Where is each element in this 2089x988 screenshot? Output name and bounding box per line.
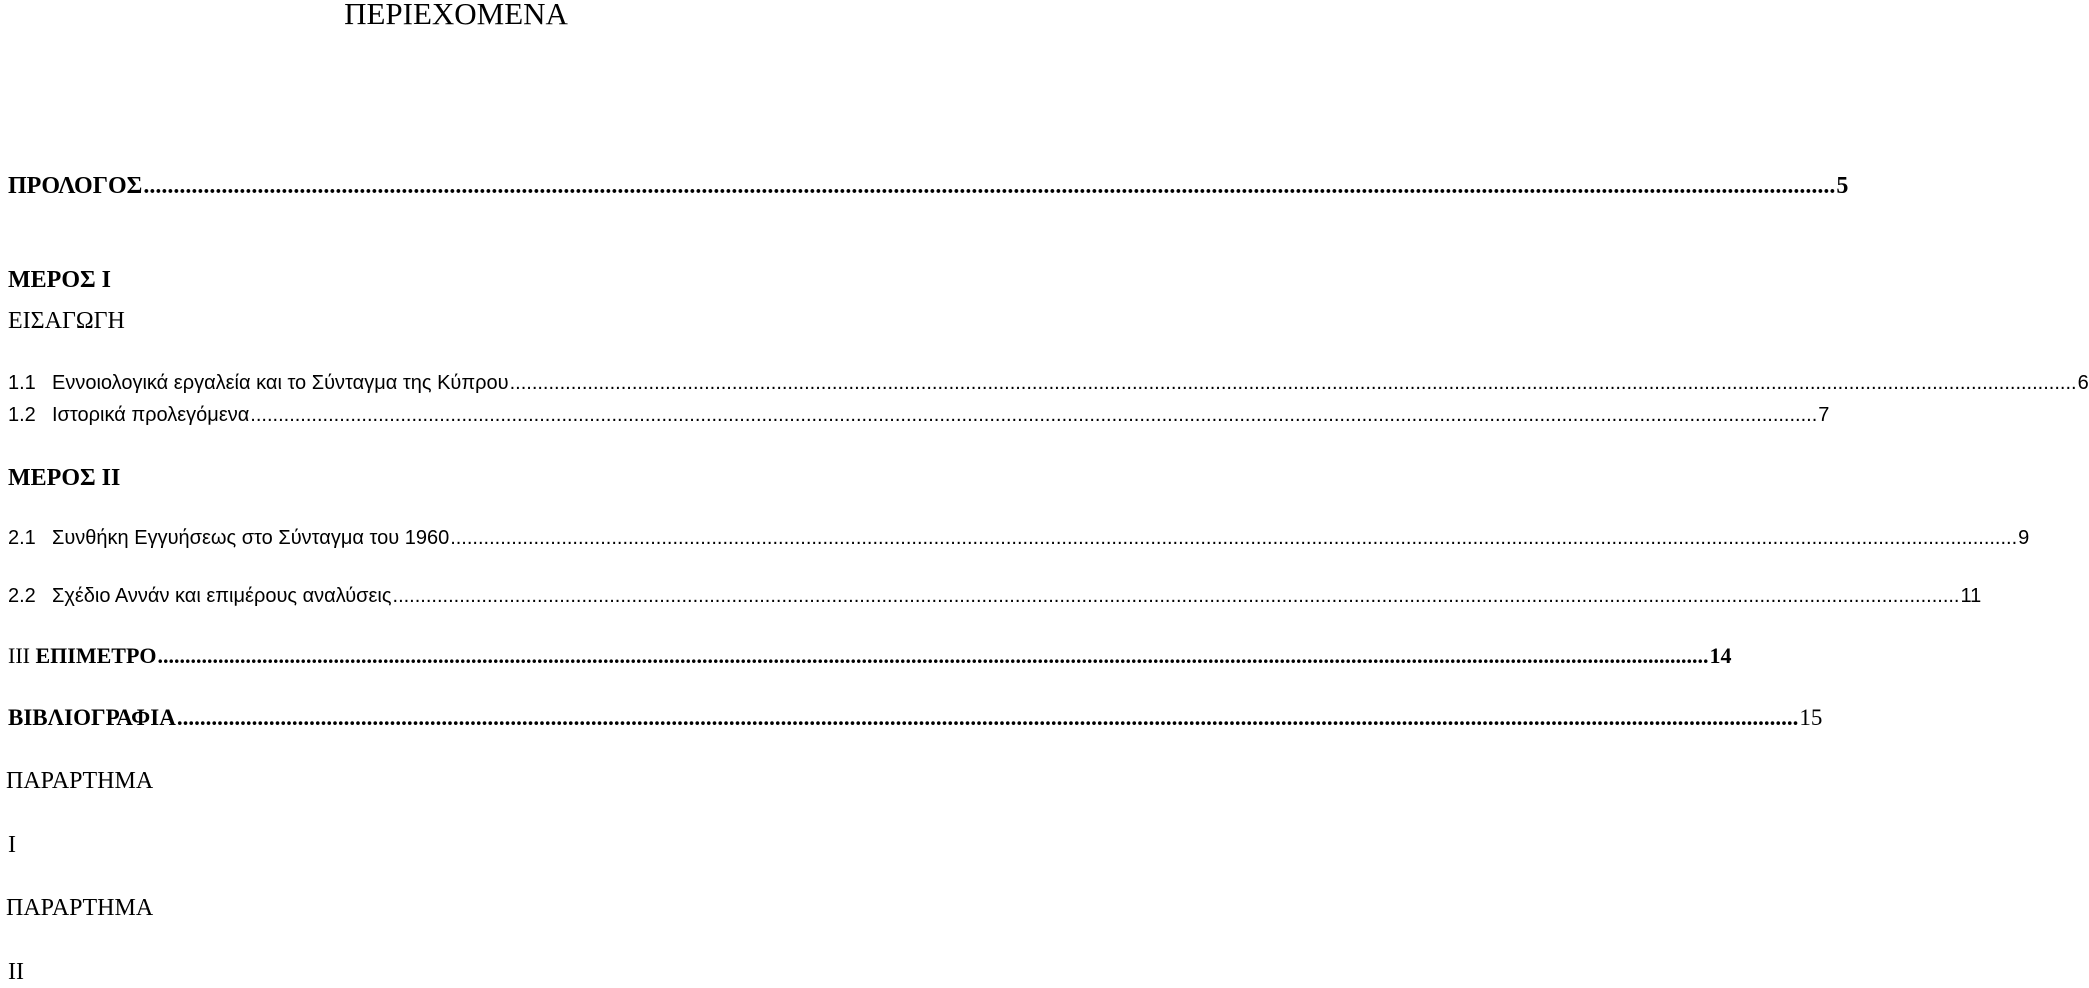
toc-entry-number: 1.1 [8, 372, 36, 394]
dot-leader [250, 401, 1817, 429]
dot-leader [177, 703, 1799, 733]
toc-entry-label: Ιστορικά προλεγόμενα [52, 404, 250, 426]
toc-entry-page: 9 [2018, 527, 2030, 549]
toc-entry-page: 7 [1818, 404, 1830, 426]
toc-entry-number: 2.2 [8, 585, 36, 607]
part1-subheading: ΕΙΣΑΓΩΓΗ [8, 308, 125, 334]
dot-leader [393, 582, 1960, 610]
toc-entry-2-1[interactable] [8, 524, 2030, 552]
dot-leader [450, 524, 2017, 552]
toc-entry-label: Συνθήκη Εγγυήσεως στο Σύνταγμα του 1960 [52, 527, 450, 549]
toc-entry-page: 11 [1960, 585, 1982, 607]
appendix1-numeral: Ι [8, 832, 16, 858]
toc-entry-prologue[interactable] [8, 170, 1849, 202]
dot-leader [143, 170, 1835, 202]
toc-entry-bibliography[interactable] [8, 703, 1823, 733]
toc-entry-epilogue[interactable] [8, 641, 1732, 671]
toc-entry-label: ΠΡΟΛΟΓΟΣ [8, 173, 143, 199]
toc-entry-page: 6 [2077, 372, 2089, 394]
toc-entry-label: Σχέδιο Αννάν και επιμέρους αναλύσεις [52, 585, 392, 607]
toc-entry-1-1[interactable] [8, 369, 2089, 397]
toc-entry-number: 1.2 [8, 404, 36, 426]
toc-entry-number: ΙΙΙ [8, 643, 30, 668]
toc-entry-number: 2.1 [8, 527, 36, 549]
toc-entry-2-2[interactable] [8, 582, 1982, 610]
appendix2-numeral: ΙΙ [8, 959, 24, 985]
toc-entry-page: 14 [1709, 643, 1732, 668]
part2-heading: ΜΕΡΟΣ ΙΙ [8, 465, 121, 491]
toc-entry-label: Εννοιολογικά εργαλεία και το Σύνταγμα της Κύπρου [52, 372, 509, 394]
dot-leader [158, 641, 1709, 671]
toc-entry-label: ΒΙΒΛΙΟΓΡΑΦΙΑ [8, 705, 176, 730]
appendix2-label: ΠΑΡΑΡΤΗΜΑ [6, 895, 154, 921]
dot-leader [510, 369, 2077, 397]
appendix1-label: ΠΑΡΑΡΤΗΜΑ [6, 768, 154, 794]
toc-entry-page: 15 [1799, 705, 1823, 730]
toc-entry-1-2[interactable] [8, 401, 1830, 429]
page-title: ΠΕΡΙΕΧΟΜΕΝΑ [344, 0, 568, 31]
toc-entry-page: 5 [1836, 173, 1849, 199]
part1-heading: ΜΕΡΟΣ Ι [8, 267, 112, 293]
toc-entry-label: ΕΠΙΜΕΤΡΟ [35, 643, 157, 668]
